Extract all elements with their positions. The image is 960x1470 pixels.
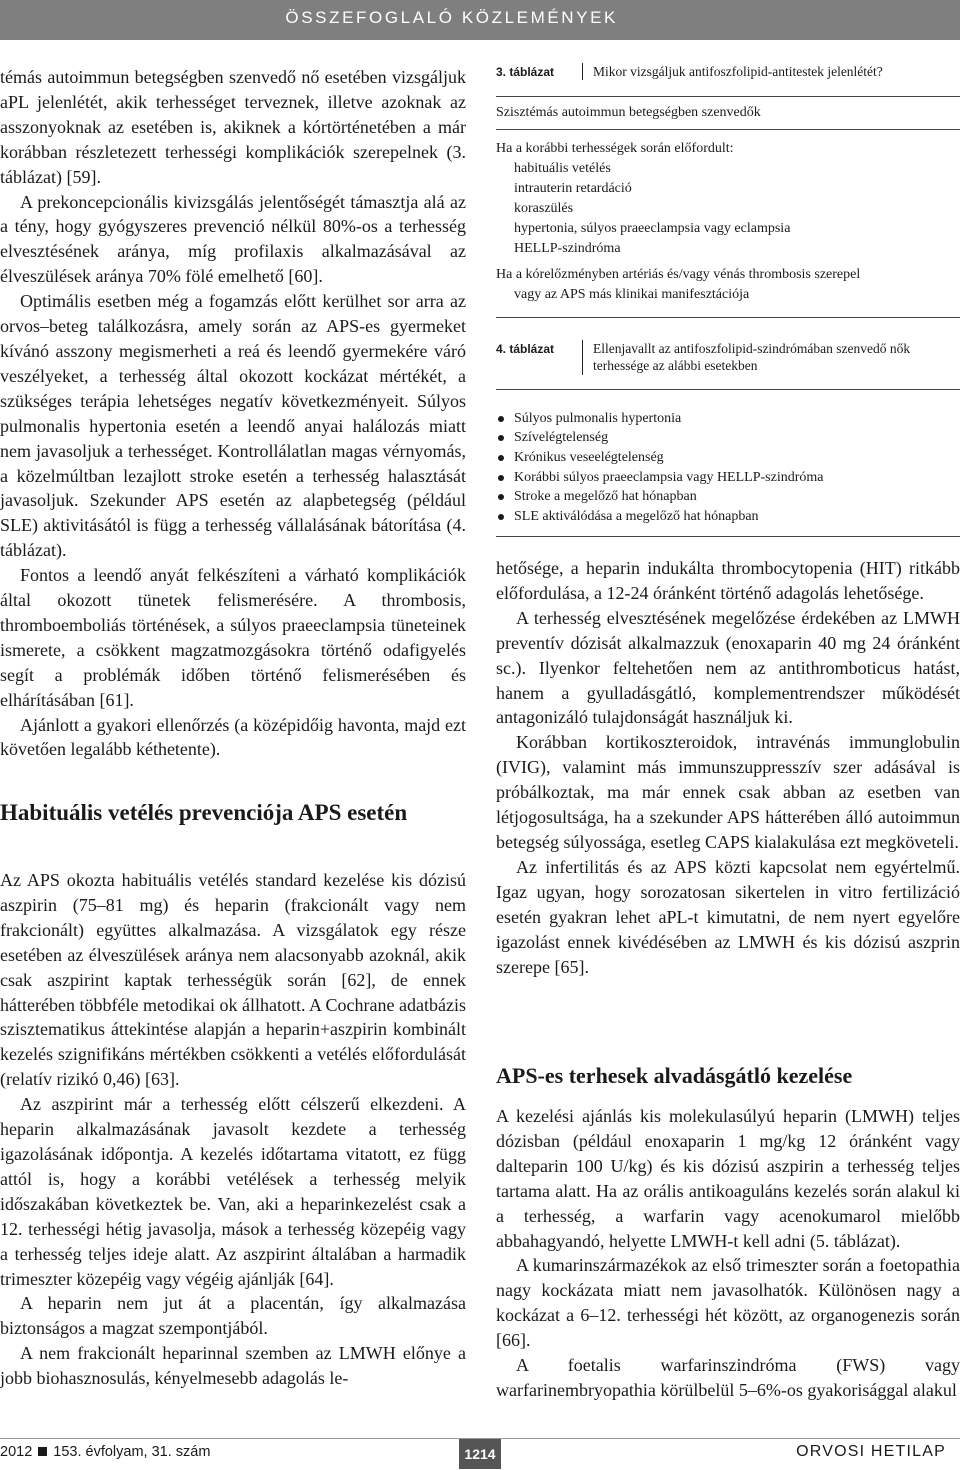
right-paragraph-6: A kumarinszármazékok az első trimeszter során a foetopathia nagy kockázata miatt nem javasolhatók. Különösen nagy a kockázat a 6–12. terhességi hét között, az organogenezis során [66]. xyxy=(496,1255,960,1351)
table-3-item: HELLP-szindróma xyxy=(514,241,621,257)
left-paragraph-3: Optimális esetben még a fogamzás előtt kerülhet sor arra az orvos–beteg találkozásra, amely során az APS-es gyermeket kívánó asszony megismerheti a reá és leendő gyermekére váró veszélyeket, a terhesség által okozott kockázat mértékét, a szükséges terápia lehetséges negatív következményeit. Súlyos pulmonalis hypertonia esetén a leendő anyai halálozás miatt nem javasoljuk a terhességet. Kontrollálatlan magas vérnyomás, a közelmúltban lezajlott stroke esetén a terhesség halasztását javasoljuk. Szekunder APS esetén az alapbetegség (például SLE) aktivitásától is függ a terhesség vállalásának bátorítása (4. táblázat). xyxy=(0,291,466,561)
table-3-last-line-2: vagy az APS más klinikai manifesztációja xyxy=(514,287,750,303)
table-4-item: Korábbi súlyos praeeclampsia vagy HELLP-szindróma xyxy=(496,468,960,488)
table-4-bottom-rule xyxy=(496,536,960,537)
footer-issue: 153. évfolyam, 31. szám xyxy=(53,1444,211,1460)
table-3-item: intrauterin retardáció xyxy=(514,181,632,197)
left-paragraph-9: A nem frakcionált heparinnal szemben az LMWH előnye a jobb biohasznosulás, kényelmesebb adagolás le- xyxy=(0,1343,466,1389)
left-paragraph-6: Az APS okozta habituális vetélés standard kezelése kis dózisú aszpirin (75–81 mg) és heparin (frakcionált vagy nem frakcionált) együttes alkalmazása. A vizsgálatok egy része esetében az élveszülések aránya nem alacsonyabb azoknál, akik csak aszpirint kaptak terhességük során [62], de ennek hátterében többféle metodikai ok állhatott. A Cochrane adatbázis szisztematikus áttekintése alapján a heparin+aszpirin kombinált kezelés szignifikáns mértékben csökkenti a vetélés előfordulását (relatív rizikó 0,46) [63]. xyxy=(0,870,466,1090)
right-paragraph-5: A kezelési ajánlás kis molekulasúlyú heparin (LMWH) teljes dózisban (például enoxaparin 1 mg/kg 12 óránként vagy dalteparin 100 U/kg) és kis dózisú aszpirin a terhesség teljes tartama alatt. Ha az orális antikoaguláns kezelés során alakul ki a terhesség, a warfarin vagy acenokumarol mielőbb abbahagyandó, helyette LMWH-t kell adni (5. táblázat). xyxy=(496,1106,960,1251)
table-3-caption-row xyxy=(496,63,960,80)
left-paragraph-4: Fontos a leendő anyát felkészíteni a várható komplikációk által okozott tünetek felismerésére. A thrombosis, thromboemboliás történések, a súlyos praeeclampsia tüneteinek ismerete, a csökkent magzatmozgásokra történő odafigyelés segít a problémák időben történő felismerésében és elhárításában [61]. xyxy=(0,565,466,710)
right-column xyxy=(496,556,960,979)
table-3-item: koraszülés xyxy=(514,201,574,217)
table-4-number: 4. táblázat xyxy=(496,342,555,356)
table-3-number: 3. táblázat xyxy=(496,65,555,79)
table-4-rule xyxy=(496,389,960,390)
left-paragraph-2: A prekoncepcionális kivizsgálás jelentőségét támasztja alá az a tény, hogy gyógyszeres prevenció nélkül 80%-os a terhesség elvesztésének aránya, míg profilaxis alkalmazásával az élveszülések aránya 70% fölé emelhető [60]. xyxy=(0,191,466,287)
right-paragraph-3: Korábban kortikoszteroidok, intravénás immunglobulin (IVIG), valamint más immunszuppresszív szer adásával is próbálkoztak, ma már ennek csak abban az esetben van létjogosultsága, ha a szekunder APS hátterében álló autoimmun betegség súlyossága, esetleg CAPS kialakulása ezt megköveteli. xyxy=(496,732,960,852)
right-paragraph-1: hetősége, a heparin indukálta thrombocytopenia (HIT) ritkább előfordulása, a 12-24 óránként történő adagolás lehetősége. xyxy=(496,558,960,603)
table-4-list xyxy=(496,409,960,527)
table-3 xyxy=(496,63,960,318)
footer-year: 2012 xyxy=(0,1444,33,1460)
left-column-lower xyxy=(0,868,466,1391)
journal-name: ORVOSI HETILAP xyxy=(796,1443,946,1460)
table-3-subhead: Ha a korábbi terhességek során előfordult: xyxy=(496,141,734,157)
table-4-item: SLE aktiválódása a megelőző hat hónapban xyxy=(496,507,960,527)
section-heading-habitual-miscarriage: Habituális vetélés prevenciója APS esetén xyxy=(0,800,408,825)
right-paragraph-7: A foetalis warfarinszindróma (FWS) vagy warfarinembryopathia körülbelül 5–6%-os gyakorisággal alakul xyxy=(496,1355,960,1400)
section-heading-anticoagulation: APS-es terhesek alvadásgátló kezelése xyxy=(496,1063,853,1088)
table-4-item: Stroke a megelőző hat hónapban xyxy=(496,487,960,507)
right-paragraph-2: A terhesség elvesztésének megelőzése érdekében az LMWH preventív dózisát alkalmazzuk (enoxaparin 40 mg 24 óránként sc.). Ilyenkor feltehetően nem az antithromboticus hatást, hanem a gyulladásgátló, komplementrendszer működését antagonizáló tulajdonságát használjuk ki. xyxy=(496,607,960,728)
table-3-group: Szisztémás autoimmun betegségben szenvedők xyxy=(496,105,761,121)
left-column xyxy=(0,65,466,762)
table-3-rule xyxy=(496,96,960,97)
table-3-last-line-1: Ha a kórelőzményben artériás és/vagy vénás thrombosis szerepel xyxy=(496,267,861,283)
section-header-bar xyxy=(0,0,960,40)
page-number-badge: 1214 xyxy=(459,1439,501,1469)
table-3-bottom-rule xyxy=(496,317,960,318)
table-3-caption: Mikor vizsgáljuk antifoszfolipid-antitestek jelenlétét? xyxy=(582,63,960,80)
table-3-rule-2 xyxy=(496,129,960,130)
footer-issue-info xyxy=(0,1444,210,1460)
table-4-item: Súlyos pulmonalis hypertonia xyxy=(496,409,960,429)
left-paragraph-1: témás autoimmun betegségben szenvedő nő esetében vizsgáljuk aPL jelenlétét, akik terhességet terveznek, illetve azoknak az asszonyoknak az esetében is, akiknek a kórtörténetében a már korábban részletezett terhességi komplikációk szerepelnek (3. táblázat) [59]. xyxy=(0,67,466,187)
left-paragraph-5: Ajánlott a gyakori ellenőrzés (a középidőig havonta, majd ezt követően legalább kéthetente). xyxy=(0,714,466,760)
table-4-caption: Ellenjavallt az antifoszfolipid-szindrómában szenvedő nők terhessége az alábbi esetekben xyxy=(582,340,960,375)
square-icon xyxy=(38,1447,47,1456)
left-paragraph-8: A heparin nem jut át a placentán, így alkalmazása biztonságos a magzat szempontjából. xyxy=(0,1293,466,1339)
table-4 xyxy=(496,340,960,537)
right-column-lower xyxy=(496,1104,960,1403)
table-4-caption-row xyxy=(496,340,960,375)
table-4-item: Szívelégtelenség xyxy=(496,428,960,448)
table-3-item: habituális vetélés xyxy=(514,161,611,177)
section-label: ÖSSZEFOGLALÓ KÖZLEMÉNYEK xyxy=(285,8,618,27)
right-paragraph-4: Az infertilitás és az APS közti kapcsolat nem egyértelmű. Igaz ugyan, hogy sorozatosan sikertelen in vitro fertilizáció esetén gyakran lehet aPL-t kimutatni, de nem nyert egyelőre igazolást ennek kivédésében az LMWH és kis dózisú aszprin szerepe [65]. xyxy=(496,856,960,977)
left-paragraph-7: Az aszpirint már a terhesség előtt célszerű elkezdeni. A heparin alkalmazásának javasolt kezdete a terhesség igazolásának időpontja. A kezelés időtartama vitatott, ez függ attól is, hogy a korábbi vetélések a terhesség melyik időszakában következtek be. Van, aki a heparinkezelést csak a 12. terhességi hétig javasolja, mások a terhesség közepéig vagy a terhesség teljes ideje alatt. Az aszpirint általában a harmadik trimeszter közepéig vagy végéig ajánlják [64]. xyxy=(0,1094,466,1289)
table-4-item: Krónikus veseelégtelenség xyxy=(496,448,960,468)
table-3-item: hypertonia, súlyos praeeclampsia vagy eclampsia xyxy=(514,221,791,237)
